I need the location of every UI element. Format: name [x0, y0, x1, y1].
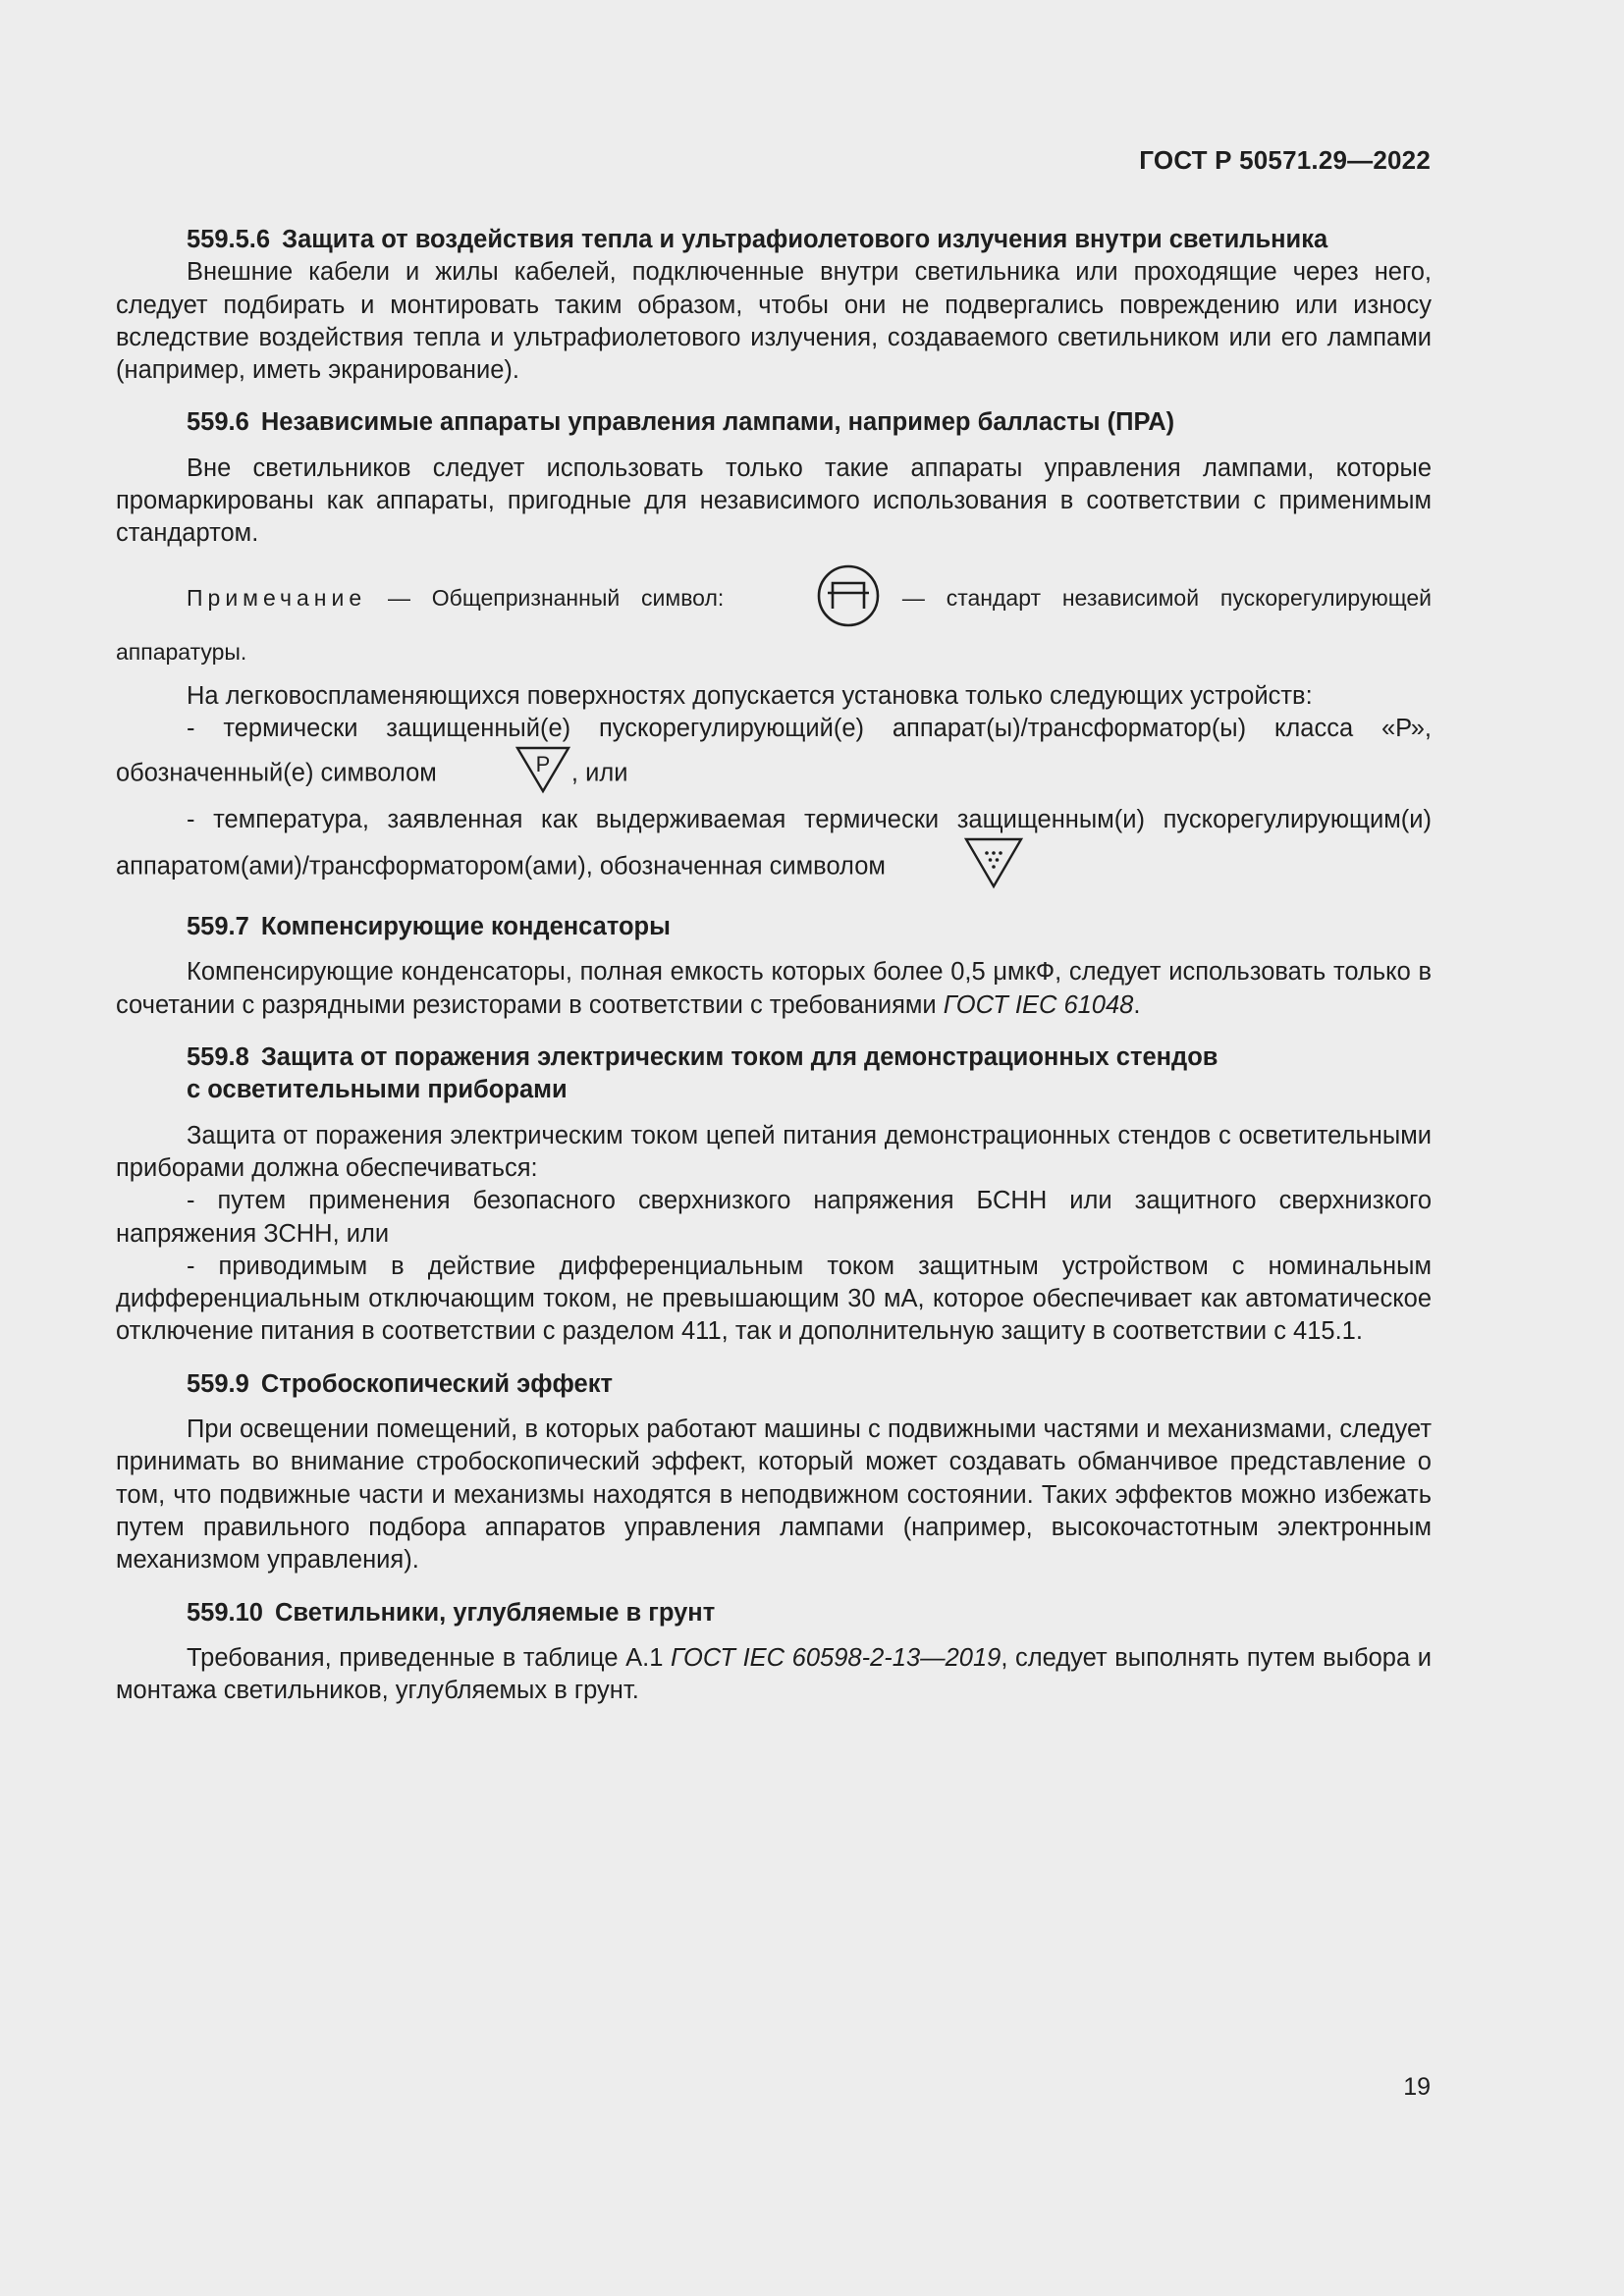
list-item: [116, 713, 1432, 804]
standard-reference: ГОСТ IEC 60598-2-13—2019: [670, 1643, 1001, 1672]
section-heading-559-7: [116, 911, 1432, 943]
list-item: [116, 804, 1432, 899]
section-title: Защита от воздействия тепла и ультрафиолетового излучения внутри светильника: [282, 226, 1328, 253]
page-content: [116, 224, 1432, 1707]
paragraph: Вне светильников следует использовать только такие аппараты управления лампами, которые промаркированы как аппараты, пригодные для независимого использования в соответствии с применимым стандартом.: [116, 454, 1432, 548]
section-number: 559.8: [187, 1043, 249, 1072]
note-text: — стандарт независимой пускорегулирующей аппаратуры.: [116, 584, 1433, 665]
section-number: 559.5.6: [187, 226, 271, 253]
note: [116, 563, 1432, 667]
note-label: Примечание: [187, 584, 367, 611]
class-p-triangle-icon: [444, 745, 571, 803]
section-title: Стробоскопический эффект: [260, 1369, 613, 1398]
section-heading-559-8: [116, 1041, 1432, 1074]
paragraph: При освещении помещений, в которых работают машины с подвижными частями и механизмами, следует принимать во внимание стробоскопический эффект, который может создавать обманчивое представление о том, что подвижные части и механизмы находятся в неподвижном состоянии. Таких эффектов можно избежать путем правильного подбора аппаратов управления лампами (например, высокочастотным электронным механизмом управления).: [116, 1415, 1432, 1575]
paragraph: Внешние кабели и жилы кабелей, подключенные внутри светильника или проходящие через него, следует подбирать и монтировать таким образом, чтобы они не подвергались повреждению или износу вследствие воздействия тепла и ультрафиолетового излучения, создаваемого светильником или его лампами (например, иметь экранирование).: [116, 258, 1432, 385]
paragraph: [116, 956, 1432, 1022]
list-item: - приводимым в действие дифференциальным током защитным устройством с номинальным дифференциальным отключающим током, не превышающим 30 мА, которое обеспечивает как автоматическое отключение питания в соответствии с разделом 411, так и дополнительную защиту в соответствии с 415.1.: [116, 1252, 1432, 1346]
section-title: Компенсирующие конденсаторы: [260, 913, 671, 941]
section-number: 559.9: [187, 1369, 249, 1398]
list-item: - путем применения безопасного сверхнизкого напряжения БСНН или защитного сверхнизкого напряжения ЗСНН, или: [116, 1187, 1432, 1248]
section-heading-559-9: [116, 1368, 1432, 1401]
section-title: Светильники, углубляемые в грунт: [275, 1598, 716, 1627]
page-number: 19: [1403, 2073, 1431, 2101]
section-title: Защита от поражения электрическим током для демонстрационных стендов: [260, 1043, 1218, 1072]
temperature-triangle-icon: [893, 836, 1024, 898]
paragraph-text: Требования, приведенные в таблице А.1: [187, 1643, 671, 1672]
list-item-text: - термически защищенный(е) пускорегулирующий(е) аппарат(ы)/трансформатор(ы) класса «Р», обозначенный(е) символом: [116, 714, 1432, 787]
section-number: 559.6: [187, 408, 249, 437]
list-item-text: , или: [570, 759, 628, 787]
paragraph-text: .: [1133, 990, 1141, 1019]
paragraph-text: , следует выполнять путем выбора и монтажа светильников, углубляемых в грунт.: [116, 1643, 1432, 1705]
document-id: ГОСТ Р 50571.29—2022: [1139, 145, 1431, 175]
section-number: 559.7: [187, 913, 249, 941]
note-text: — Общепризнанный символ:: [366, 584, 746, 611]
paragraph: На легковоспламеняющихся поверхностях допускается установка только следующих устройств:: [187, 681, 1313, 710]
section-title: Независимые аппараты управления лампами, например балласты (ПРА): [260, 408, 1175, 437]
section-heading-559-6: [116, 406, 1432, 439]
symbol-letter: P: [535, 752, 551, 777]
paragraph: Защита от поражения электрическим током цепей питания демонстрационных стендов с осветительными приборами должна обеспечиваться:: [116, 1121, 1432, 1182]
paragraph: [116, 1642, 1432, 1708]
section-number: 559.10: [187, 1598, 263, 1627]
independent-ballast-symbol-icon: [745, 563, 881, 636]
standard-reference: ГОСТ IEC 61048: [943, 990, 1134, 1019]
list-item-text: - температура, заявленная как выдерживаемая термически защищенным(и) пускорегулирующим(и) аппаратом(ами)/трансформатором(ами), обозначенная символом: [116, 805, 1432, 881]
section-heading-559-5-6: [116, 224, 1432, 256]
section-heading-continuation: с осветительными приборами: [187, 1076, 568, 1104]
section-heading-559-10: [116, 1597, 1432, 1629]
paragraph-text: Компенсирующие конденсаторы, полная емкость которых более 0,5 μмкФ, следует использовать только в сочетании с разрядными резисторами в соответствии с требованиями: [116, 958, 1432, 1019]
